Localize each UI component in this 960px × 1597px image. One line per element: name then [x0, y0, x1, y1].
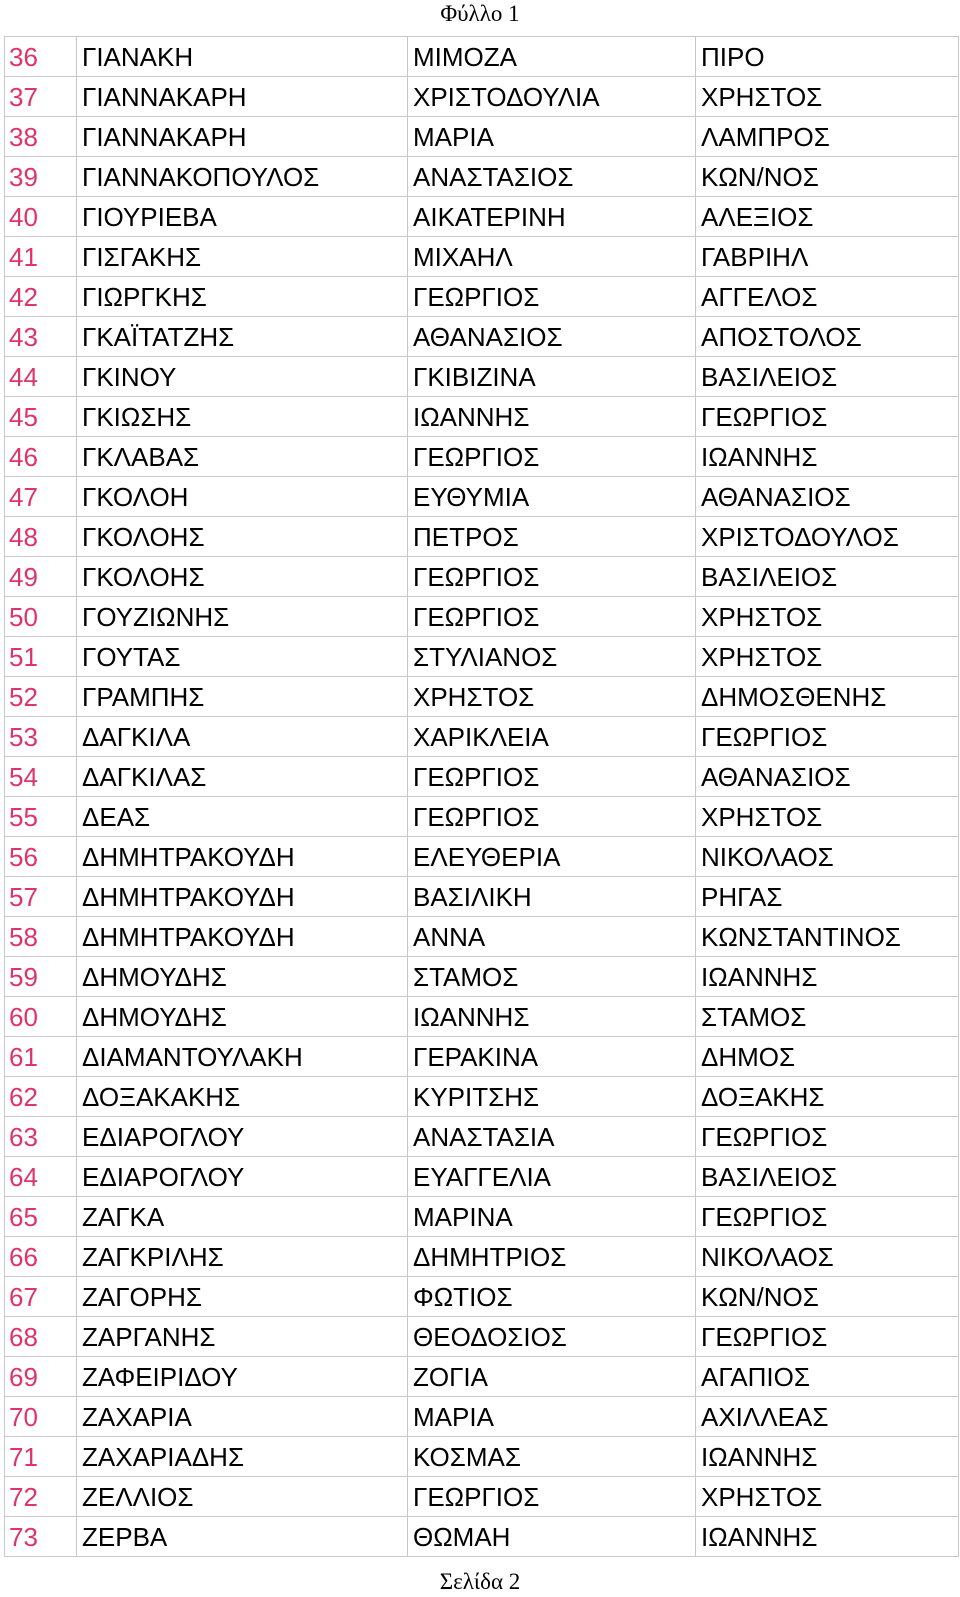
row-number: 42 [5, 277, 77, 317]
surname-cell: ΓΚΟΛΟΗΣ [77, 557, 408, 597]
table-row [5, 957, 959, 997]
row-number: 64 [5, 1157, 77, 1197]
father-name-cell: ΧΡΗΣΤΟΣ [696, 597, 959, 637]
first-name-cell: ΓΕΩΡΓΙΟΣ [408, 277, 696, 317]
table-row [5, 1517, 959, 1557]
row-number: 67 [5, 1277, 77, 1317]
first-name-cell: ΜΑΡΙΝΑ [408, 1197, 696, 1237]
surname-cell: ΖΑΓΚΑ [77, 1197, 408, 1237]
row-number: 59 [5, 957, 77, 997]
first-name-cell: ΓΕΩΡΓΙΟΣ [408, 757, 696, 797]
father-name-cell: ΧΡΙΣΤΟΔΟΥΛΟΣ [696, 517, 959, 557]
surname-cell: ΔΕΑΣ [77, 797, 408, 837]
table-row [5, 277, 959, 317]
surname-cell: ΖΑΧΑΡΙΑΔΗΣ [77, 1437, 408, 1477]
surname-cell: ΖΑΧΑΡΙΑ [77, 1397, 408, 1437]
row-number: 39 [5, 157, 77, 197]
first-name-cell: ΙΩΑΝΝΗΣ [408, 397, 696, 437]
first-name-cell: ΑΝΑΣΤΑΣΙΟΣ [408, 157, 696, 197]
surname-cell: ΓΟΥΤΑΣ [77, 637, 408, 677]
surname-cell: ΓΚΙΝΟΥ [77, 357, 408, 397]
surname-cell: ΓΙΑΝΝΑΚΟΠΟΥΛΟΣ [77, 157, 408, 197]
table-row [5, 157, 959, 197]
row-number: 63 [5, 1117, 77, 1157]
table-row [5, 237, 959, 277]
surname-cell: ΓΚΙΩΣΗΣ [77, 397, 408, 437]
father-name-cell: ΙΩΑΝΝΗΣ [696, 957, 959, 997]
first-name-cell: ΔΗΜΗΤΡΙΟΣ [408, 1237, 696, 1277]
row-number: 72 [5, 1477, 77, 1517]
row-number: 36 [5, 37, 77, 77]
father-name-cell: ΔΟΞΑΚΗΣ [696, 1077, 959, 1117]
first-name-cell: ΠΕΤΡΟΣ [408, 517, 696, 557]
surname-cell: ΖΑΓΟΡΗΣ [77, 1277, 408, 1317]
row-number: 65 [5, 1197, 77, 1237]
surname-cell: ΓΙΩΡΓΚΗΣ [77, 277, 408, 317]
first-name-cell: ΓΚΙΒΙΖΙΝΑ [408, 357, 696, 397]
row-number: 55 [5, 797, 77, 837]
row-number: 45 [5, 397, 77, 437]
row-number: 41 [5, 237, 77, 277]
surname-cell: ΓΚΑΪΤΑΤΖΗΣ [77, 317, 408, 357]
table-row [5, 437, 959, 477]
surname-cell: ΓΙΣΓΑΚΗΣ [77, 237, 408, 277]
row-number: 66 [5, 1237, 77, 1277]
father-name-cell: ΑΓΓΕΛΟΣ [696, 277, 959, 317]
row-number: 46 [5, 437, 77, 477]
father-name-cell: ΒΑΣΙΛΕΙΟΣ [696, 357, 959, 397]
first-name-cell: ΕΥΘΥΜΙΑ [408, 477, 696, 517]
surname-cell: ΓΙΟΥΡΙΕΒΑ [77, 197, 408, 237]
table-row [5, 1357, 959, 1397]
first-name-cell: ΧΑΡΙΚΛΕΙΑ [408, 717, 696, 757]
table-row [5, 317, 959, 357]
surname-cell: ΓΙΑΝΝΑΚΑΡΗ [77, 77, 408, 117]
row-number: 61 [5, 1037, 77, 1077]
row-number: 58 [5, 917, 77, 957]
table-row [5, 1397, 959, 1437]
table-row [5, 1157, 959, 1197]
table-row [5, 557, 959, 597]
table-row [5, 1237, 959, 1277]
table-row [5, 917, 959, 957]
surname-cell: ΔΗΜΟΥΔΗΣ [77, 997, 408, 1037]
father-name-cell: ΑΧΙΛΛΕΑΣ [696, 1397, 959, 1437]
surname-cell: ΓΙΑΝΝΑΚΑΡΗ [77, 117, 408, 157]
first-name-cell: ΕΛΕΥΘΕΡΙΑ [408, 837, 696, 877]
first-name-cell: ΓΕΡΑΚΙΝΑ [408, 1037, 696, 1077]
table-row [5, 677, 959, 717]
row-number: 70 [5, 1397, 77, 1437]
table-row [5, 1277, 959, 1317]
roster-table [4, 36, 959, 1557]
surname-cell: ΓΡΑΜΠΗΣ [77, 677, 408, 717]
table-row [5, 877, 959, 917]
father-name-cell: ΚΩΝ/ΝΟΣ [696, 1277, 959, 1317]
row-number: 68 [5, 1317, 77, 1357]
row-number: 43 [5, 317, 77, 357]
row-number: 38 [5, 117, 77, 157]
page-footer: Σελίδα 2 [439, 1569, 521, 1594]
father-name-cell: ΓΕΩΡΓΙΟΣ [696, 717, 959, 757]
surname-cell: ΔΗΜΗΤΡΑΚΟΥΔΗ [77, 837, 408, 877]
first-name-cell: ΜΑΡΙΑ [408, 1397, 696, 1437]
surname-cell: ΖΑΡΓΑΝΗΣ [77, 1317, 408, 1357]
row-number: 62 [5, 1077, 77, 1117]
table-row [5, 477, 959, 517]
table-row [5, 1477, 959, 1517]
table-row [5, 357, 959, 397]
father-name-cell: ΓΕΩΡΓΙΟΣ [696, 1117, 959, 1157]
first-name-cell: ΓΕΩΡΓΙΟΣ [408, 597, 696, 637]
table-row [5, 1197, 959, 1237]
surname-cell: ΔΑΓΚΙΛΑΣ [77, 757, 408, 797]
father-name-cell: ΓΕΩΡΓΙΟΣ [696, 1317, 959, 1357]
first-name-cell: ΘΕΟΔΟΣΙΟΣ [408, 1317, 696, 1357]
row-number: 40 [5, 197, 77, 237]
father-name-cell: ΔΗΜΟΣ [696, 1037, 959, 1077]
father-name-cell: ΚΩΝΣΤΑΝΤΙΝΟΣ [696, 917, 959, 957]
father-name-cell: ΔΗΜΟΣΘΕΝΗΣ [696, 677, 959, 717]
table-row [5, 597, 959, 637]
first-name-cell: ΧΡΗΣΤΟΣ [408, 677, 696, 717]
row-number: 44 [5, 357, 77, 397]
surname-cell: ΖΕΛΛΙΟΣ [77, 1477, 408, 1517]
father-name-cell: ΙΩΑΝΝΗΣ [696, 437, 959, 477]
surname-cell: ΓΙΑΝΑΚΗ [77, 37, 408, 77]
first-name-cell: ΓΕΩΡΓΙΟΣ [408, 557, 696, 597]
first-name-cell: ΜΑΡΙΑ [408, 117, 696, 157]
first-name-cell: ΓΕΩΡΓΙΟΣ [408, 797, 696, 837]
father-name-cell: ΑΓΑΠΙΟΣ [696, 1357, 959, 1397]
father-name-cell: ΓΑΒΡΙΗΛ [696, 237, 959, 277]
row-number: 51 [5, 637, 77, 677]
table-row [5, 997, 959, 1037]
first-name-cell: ΑΘΑΝΑΣΙΟΣ [408, 317, 696, 357]
first-name-cell: ΓΕΩΡΓΙΟΣ [408, 437, 696, 477]
first-name-cell: ΑΝΝΑ [408, 917, 696, 957]
surname-cell: ΔΗΜΟΥΔΗΣ [77, 957, 408, 997]
table-row [5, 637, 959, 677]
father-name-cell: ΧΡΗΣΤΟΣ [696, 77, 959, 117]
table-row [5, 1117, 959, 1157]
table-row [5, 397, 959, 437]
first-name-cell: ΚΟΣΜΑΣ [408, 1437, 696, 1477]
first-name-cell: ΚΥΡΙΤΣΗΣ [408, 1077, 696, 1117]
father-name-cell: ΣΤΑΜΟΣ [696, 997, 959, 1037]
surname-cell: ΔΗΜΗΤΡΑΚΟΥΔΗ [77, 917, 408, 957]
sheet-header: Φύλλο 1 [440, 1, 520, 26]
surname-cell: ΕΔΙΑΡΟΓΛΟΥ [77, 1117, 408, 1157]
first-name-cell: ΑΙΚΑΤΕΡΙΝΗ [408, 197, 696, 237]
first-name-cell: ΕΥΑΓΓΕΛΙΑ [408, 1157, 696, 1197]
first-name-cell: ΒΑΣΙΛΙΚΗ [408, 877, 696, 917]
first-name-cell: ΦΩΤΙΟΣ [408, 1277, 696, 1317]
father-name-cell: ΑΠΟΣΤΟΛΟΣ [696, 317, 959, 357]
father-name-cell: ΒΑΣΙΛΕΙΟΣ [696, 557, 959, 597]
father-name-cell: ΠΙΡΟ [696, 37, 959, 77]
first-name-cell: ΜΙΧΑΗΛ [408, 237, 696, 277]
table-row [5, 757, 959, 797]
table-row [5, 1317, 959, 1357]
surname-cell: ΖΕΡΒΑ [77, 1517, 408, 1557]
surname-cell: ΓΟΥΖΙΩΝΗΣ [77, 597, 408, 637]
surname-cell: ΓΚΟΛΟΗΣ [77, 517, 408, 557]
surname-cell: ΔΟΞΑΚΑΚΗΣ [77, 1077, 408, 1117]
father-name-cell: ΧΡΗΣΤΟΣ [696, 1477, 959, 1517]
roster-body [5, 37, 959, 1557]
table-row [5, 77, 959, 117]
father-name-cell: ΑΘΑΝΑΣΙΟΣ [696, 757, 959, 797]
father-name-cell: ΝΙΚΟΛΑΟΣ [696, 1237, 959, 1277]
father-name-cell: ΑΘΑΝΑΣΙΟΣ [696, 477, 959, 517]
row-number: 73 [5, 1517, 77, 1557]
father-name-cell: ΧΡΗΣΤΟΣ [696, 797, 959, 837]
first-name-cell: ΓΕΩΡΓΙΟΣ [408, 1477, 696, 1517]
first-name-cell: ΜΙΜΟΖΑ [408, 37, 696, 77]
first-name-cell: ΙΩΑΝΝΗΣ [408, 997, 696, 1037]
first-name-cell: ΧΡΙΣΤΟΔΟΥΛΙΑ [408, 77, 696, 117]
surname-cell: ΓΚΟΛΟΗ [77, 477, 408, 517]
father-name-cell: ΝΙΚΟΛΑΟΣ [696, 837, 959, 877]
father-name-cell: ΓΕΩΡΓΙΟΣ [696, 1197, 959, 1237]
surname-cell: ΔΗΜΗΤΡΑΚΟΥΔΗ [77, 877, 408, 917]
surname-cell: ΔΙΑΜΑΝΤΟΥΛΑΚΗ [77, 1037, 408, 1077]
surname-cell: ΓΚΛΑΒΑΣ [77, 437, 408, 477]
row-number: 50 [5, 597, 77, 637]
father-name-cell: ΓΕΩΡΓΙΟΣ [696, 397, 959, 437]
father-name-cell: ΒΑΣΙΛΕΙΟΣ [696, 1157, 959, 1197]
row-number: 56 [5, 837, 77, 877]
row-number: 48 [5, 517, 77, 557]
row-number: 53 [5, 717, 77, 757]
table-row [5, 117, 959, 157]
row-number: 47 [5, 477, 77, 517]
first-name-cell: ΣΤΑΜΟΣ [408, 957, 696, 997]
first-name-cell: ΣΤΥΛΙΑΝΟΣ [408, 637, 696, 677]
row-number: 60 [5, 997, 77, 1037]
surname-cell: ΖΑΓΚΡΙΛΗΣ [77, 1237, 408, 1277]
table-row [5, 517, 959, 557]
row-number: 37 [5, 77, 77, 117]
row-number: 71 [5, 1437, 77, 1477]
row-number: 52 [5, 677, 77, 717]
table-row [5, 837, 959, 877]
father-name-cell: ΙΩΑΝΝΗΣ [696, 1517, 959, 1557]
row-number: 54 [5, 757, 77, 797]
first-name-cell: ΑΝΑΣΤΑΣΙΑ [408, 1117, 696, 1157]
father-name-cell: ΑΛΕΞΙΟΣ [696, 197, 959, 237]
row-number: 57 [5, 877, 77, 917]
father-name-cell: ΛΑΜΠΡΟΣ [696, 117, 959, 157]
father-name-cell: ΡΗΓΑΣ [696, 877, 959, 917]
surname-cell: ΔΑΓΚΙΛΑ [77, 717, 408, 757]
surname-cell: ΕΔΙΑΡΟΓΛΟΥ [77, 1157, 408, 1197]
table-row [5, 1077, 959, 1117]
father-name-cell: ΧΡΗΣΤΟΣ [696, 637, 959, 677]
table-row [5, 717, 959, 757]
table-row [5, 1037, 959, 1077]
table-row [5, 1437, 959, 1477]
row-number: 69 [5, 1357, 77, 1397]
father-name-cell: ΙΩΑΝΝΗΣ [696, 1437, 959, 1477]
first-name-cell: ΖΟΓΙΑ [408, 1357, 696, 1397]
row-number: 49 [5, 557, 77, 597]
table-row [5, 197, 959, 237]
first-name-cell: ΘΩΜΑΗ [408, 1517, 696, 1557]
table-row [5, 797, 959, 837]
surname-cell: ΖΑΦΕΙΡΙΔΟΥ [77, 1357, 408, 1397]
father-name-cell: ΚΩΝ/ΝΟΣ [696, 157, 959, 197]
table-row [5, 37, 959, 77]
